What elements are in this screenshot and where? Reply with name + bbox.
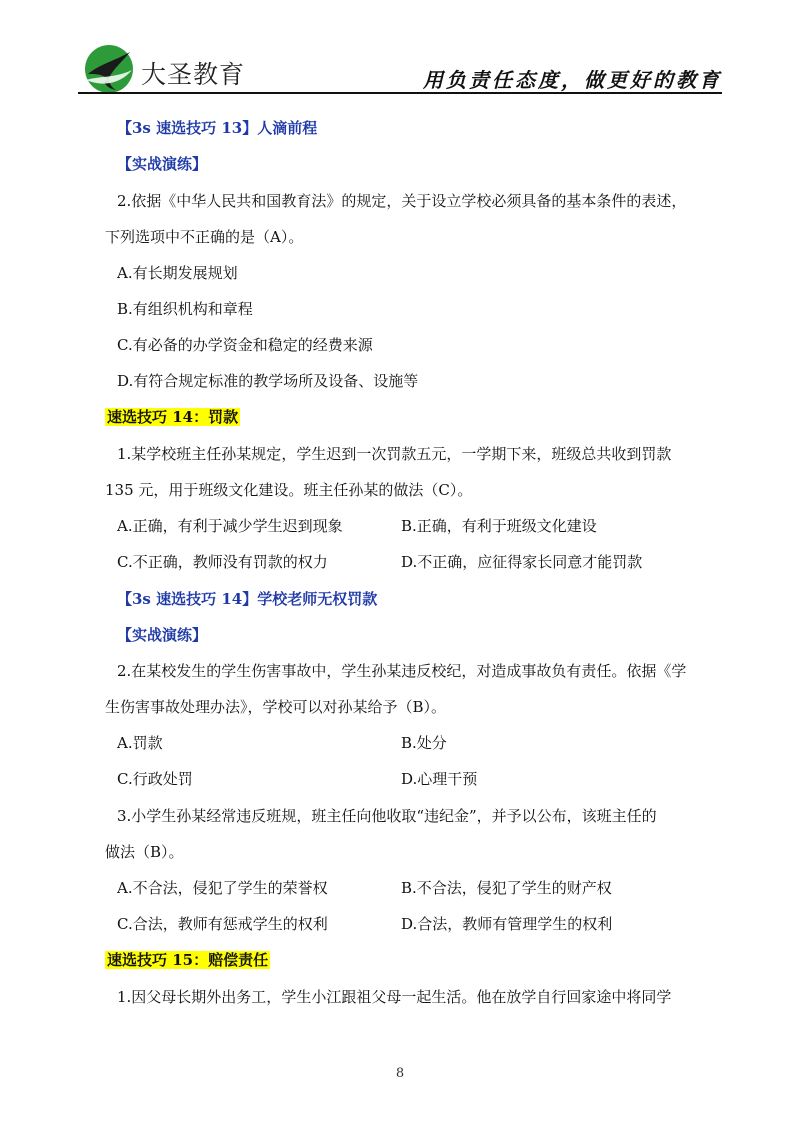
section-heading-highlight: 速选技巧 14：罚款 [107, 408, 239, 426]
option-a: A.罚款 [117, 734, 163, 752]
question-text: 135 元，用于班级文化建设。班主任孙某的做法（C）。 [105, 481, 473, 499]
question-text: 下列选项中不正确的是（A）。 [105, 228, 304, 246]
option-b: B.处分 [401, 734, 447, 752]
practice-heading: 【实战演练】 [117, 626, 208, 644]
option-c: C.不正确，教师没有罚款的权力 [117, 553, 328, 571]
option-b: B.有组织机构和章程 [117, 300, 253, 318]
question-text: 1.某学校班主任孙某规定，学生迟到一次罚款五元，一学期下来，班级总共收到罚款 [117, 445, 672, 463]
question-text: 做法（B）。 [105, 843, 184, 861]
option-b: B.正确，有利于班级文化建设 [401, 517, 597, 535]
question-text: 2.依据《中华人民共和国教育法》的规定，关于设立学校必须具备的基本条件的表述， [117, 192, 687, 210]
option-b: B.不合法，侵犯了学生的财产权 [401, 879, 612, 897]
option-a: A.有长期发展规划 [117, 264, 238, 282]
question-text: 1.因父母长期外出务工，学生小江跟祖父母一起生活。他在放学自行回家途中将同学 [117, 988, 672, 1006]
question-text: 生伤害事故处理办法》，学校可以对孙某给予（B）。 [105, 698, 447, 716]
section-heading-highlight: 速选技巧 15：赔偿责任 [107, 951, 269, 969]
option-d: D.心理干预 [401, 770, 478, 788]
option-a: A.不合法，侵犯了学生的荣誉权 [117, 879, 328, 897]
option-c: C.有必备的办学资金和稳定的经费来源 [117, 336, 373, 354]
option-d: D.不正确，应征得家长同意才能罚款 [401, 553, 643, 571]
header-slogan: 用负责任态度，做更好的教育 [423, 68, 722, 92]
page-header [0, 0, 800, 100]
tip-heading: 【3s 速选技巧 13】人滴前程 [117, 119, 318, 137]
header-divider [78, 92, 722, 94]
option-c: C.合法，教师有惩戒学生的权利 [117, 915, 328, 933]
practice-heading: 【实战演练】 [117, 155, 208, 173]
option-d: D.有符合规定标准的教学场所及设备、设施等 [117, 372, 419, 390]
brand-name: 大圣教育 [141, 60, 246, 89]
option-a: A.正确，有利于减少学生迟到现象 [117, 517, 343, 535]
tip-heading: 【3s 速选技巧 14】学校老师无权罚款 [117, 590, 378, 608]
question-text: 3.小学生孙某经常违反班规，班主任向他收取“违纪金”，并予以公布，该班主任的 [117, 807, 657, 825]
option-d: D.合法，教师有管理学生的权利 [401, 915, 613, 933]
option-c: C.行政处罚 [117, 770, 193, 788]
question-text: 2.在某校发生的学生伤害事故中，学生孙某违反校纪，对造成事故负有责任。依据《学 [117, 662, 687, 680]
page-number: 8 [395, 1066, 405, 1081]
swallow-logo-icon [82, 44, 136, 94]
